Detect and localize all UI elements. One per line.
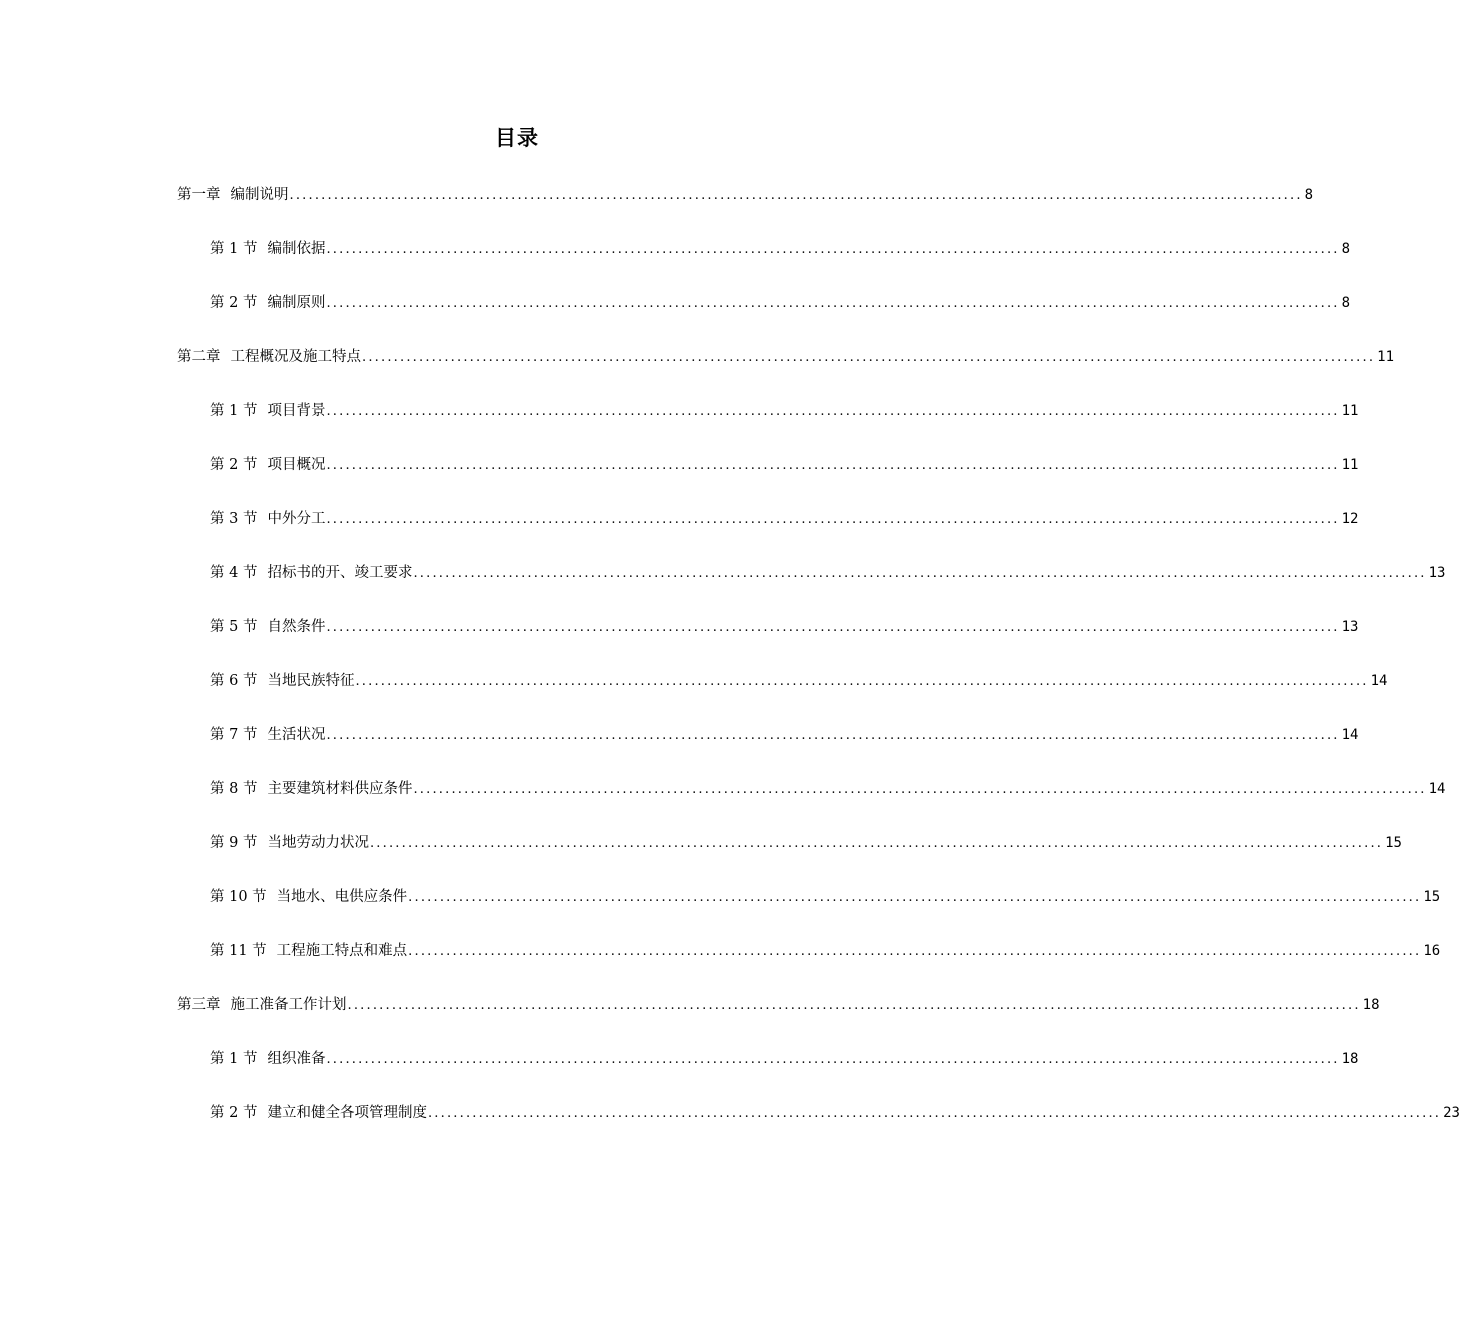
toc-entry-title: 中外分工 [267, 511, 326, 527]
toc-entry-page-number: 11 [1341, 457, 1359, 473]
toc-dot-leader: ................................................................................................................................................................ [369, 836, 1384, 851]
toc-entry-title: 项目概况 [267, 457, 326, 473]
toc-dot-leader: ................................................................................................................................................................ [326, 1052, 1340, 1067]
toc-entry-title: 建立和健全各项管理制度 [267, 1105, 427, 1121]
toc-entry-number: 第 9 节 [210, 835, 258, 851]
toc-section-entry[interactable] [210, 236, 1351, 262]
toc-entry-number: 第 1 节 [210, 1051, 258, 1067]
toc-entry-number: 第一章 [177, 187, 221, 203]
toc-entry-number: 第三章 [177, 997, 221, 1013]
toc-entry-page-number: 15 [1385, 835, 1402, 851]
toc-entry-page-number: 8 [1341, 241, 1351, 257]
toc-dot-leader: ................................................................................................................................................................ [326, 242, 1340, 257]
toc-chapter-entry[interactable] [177, 344, 1395, 370]
toc-entry-page-number: 13 [1428, 565, 1446, 581]
toc-entry-number: 第 10 节 [210, 889, 267, 905]
toc-entry-number: 第二章 [177, 349, 221, 365]
toc-entry-title: 当地民族特征 [267, 673, 355, 689]
toc-dot-leader: ................................................................................................................................................................ [427, 1106, 1442, 1121]
toc-entry-title: 组织准备 [267, 1051, 326, 1067]
toc-section-entry[interactable] [210, 290, 1351, 316]
toc-entry-number: 第 3 节 [210, 511, 258, 527]
toc-dot-leader: ................................................................................................................................................................ [408, 890, 1422, 905]
toc-section-entry[interactable] [210, 938, 1441, 964]
toc-section-entry[interactable] [210, 830, 1402, 856]
toc-dot-leader: ................................................................................................................................................................ [355, 674, 1369, 689]
page-title: 目录 [495, 126, 539, 150]
toc-section-entry[interactable] [210, 506, 1359, 532]
toc-entry-title: 编制原则 [267, 295, 326, 311]
toc-entry-number: 第 2 节 [210, 1105, 258, 1121]
toc-section-entry[interactable] [210, 398, 1359, 424]
toc-dot-leader: ................................................................................................................................................................ [408, 944, 1422, 959]
toc-entry-page-number: 14 [1341, 727, 1359, 743]
toc-entry-page-number: 16 [1423, 943, 1441, 959]
toc-entry-page-number: 14 [1370, 673, 1388, 689]
toc-entry-number: 第 6 节 [210, 673, 258, 689]
toc-entry-title: 项目背景 [267, 403, 326, 419]
toc-dot-leader: ................................................................................................................................................................ [326, 512, 1340, 527]
toc-entry-page-number: 8 [1341, 295, 1351, 311]
toc-entry-number: 第 1 节 [210, 403, 258, 419]
toc-dot-leader: ................................................................................................................................................................ [326, 296, 1340, 311]
toc-entry-page-number: 23 [1443, 1105, 1460, 1121]
toc-section-entry[interactable] [210, 1100, 1460, 1126]
toc-entry-number: 第 11 节 [210, 943, 267, 959]
toc-entry-title: 当地劳动力状况 [267, 835, 369, 851]
toc-entry-title: 编制依据 [267, 241, 326, 257]
toc-entry-number: 第 2 节 [210, 295, 258, 311]
toc-section-entry[interactable] [210, 1046, 1359, 1072]
toc-entry-number: 第 8 节 [210, 781, 258, 797]
toc-entry-number: 第 5 节 [210, 619, 258, 635]
toc-dot-leader: ................................................................................................................................................................ [347, 998, 1361, 1013]
toc-dot-leader: ................................................................................................................................................................ [362, 350, 1376, 365]
toc-dot-leader: ................................................................................................................................................................ [413, 782, 1427, 797]
toc-entry-page-number: 11 [1341, 403, 1359, 419]
toc-section-entry[interactable] [210, 560, 1446, 586]
toc-dot-leader: ................................................................................................................................................................ [326, 404, 1340, 419]
toc-section-entry[interactable] [210, 668, 1388, 694]
toc-entry-title: 生活状况 [267, 727, 326, 743]
toc-entry-title: 编制说明 [230, 187, 289, 203]
toc-entry-number: 第 7 节 [210, 727, 258, 743]
toc-chapter-entry[interactable] [177, 992, 1380, 1018]
toc-dot-leader: ................................................................................................................................................................ [326, 620, 1340, 635]
toc-entry-title: 当地水、电供应条件 [276, 889, 408, 905]
toc-section-entry[interactable] [210, 884, 1441, 910]
toc-entry-number: 第 4 节 [210, 565, 258, 581]
toc-entry-title: 招标书的开、竣工要求 [267, 565, 413, 581]
toc-section-entry[interactable] [210, 452, 1359, 478]
toc-entry-number: 第 1 节 [210, 241, 258, 257]
toc-chapter-entry[interactable] [177, 182, 1314, 208]
toc-dot-leader: ................................................................................................................................................................ [289, 188, 1303, 203]
toc-entry-page-number: 12 [1341, 511, 1359, 527]
toc-entry-title: 主要建筑材料供应条件 [267, 781, 413, 797]
toc-entry-page-number: 11 [1377, 349, 1395, 365]
toc-dot-leader: ................................................................................................................................................................ [326, 458, 1340, 473]
toc-entry-title: 自然条件 [267, 619, 326, 635]
toc-entry-page-number: 18 [1362, 997, 1380, 1013]
toc-entry-page-number: 14 [1428, 781, 1446, 797]
toc-entry-page-number: 15 [1423, 889, 1441, 905]
toc-entry-number: 第 2 节 [210, 457, 258, 473]
toc-entry-page-number: 18 [1341, 1051, 1359, 1067]
toc-section-entry[interactable] [210, 776, 1446, 802]
toc-section-entry[interactable] [210, 614, 1359, 640]
toc-entry-title: 工程概况及施工特点 [230, 349, 361, 365]
toc-entry-title: 施工准备工作计划 [230, 997, 347, 1013]
toc-dot-leader: ................................................................................................................................................................ [326, 728, 1340, 743]
toc-section-entry[interactable] [210, 722, 1359, 748]
toc-entry-title: 工程施工特点和难点 [276, 943, 408, 959]
toc-dot-leader: ................................................................................................................................................................ [413, 566, 1427, 581]
toc-entry-page-number: 13 [1341, 619, 1359, 635]
toc-entry-page-number: 8 [1304, 187, 1314, 203]
